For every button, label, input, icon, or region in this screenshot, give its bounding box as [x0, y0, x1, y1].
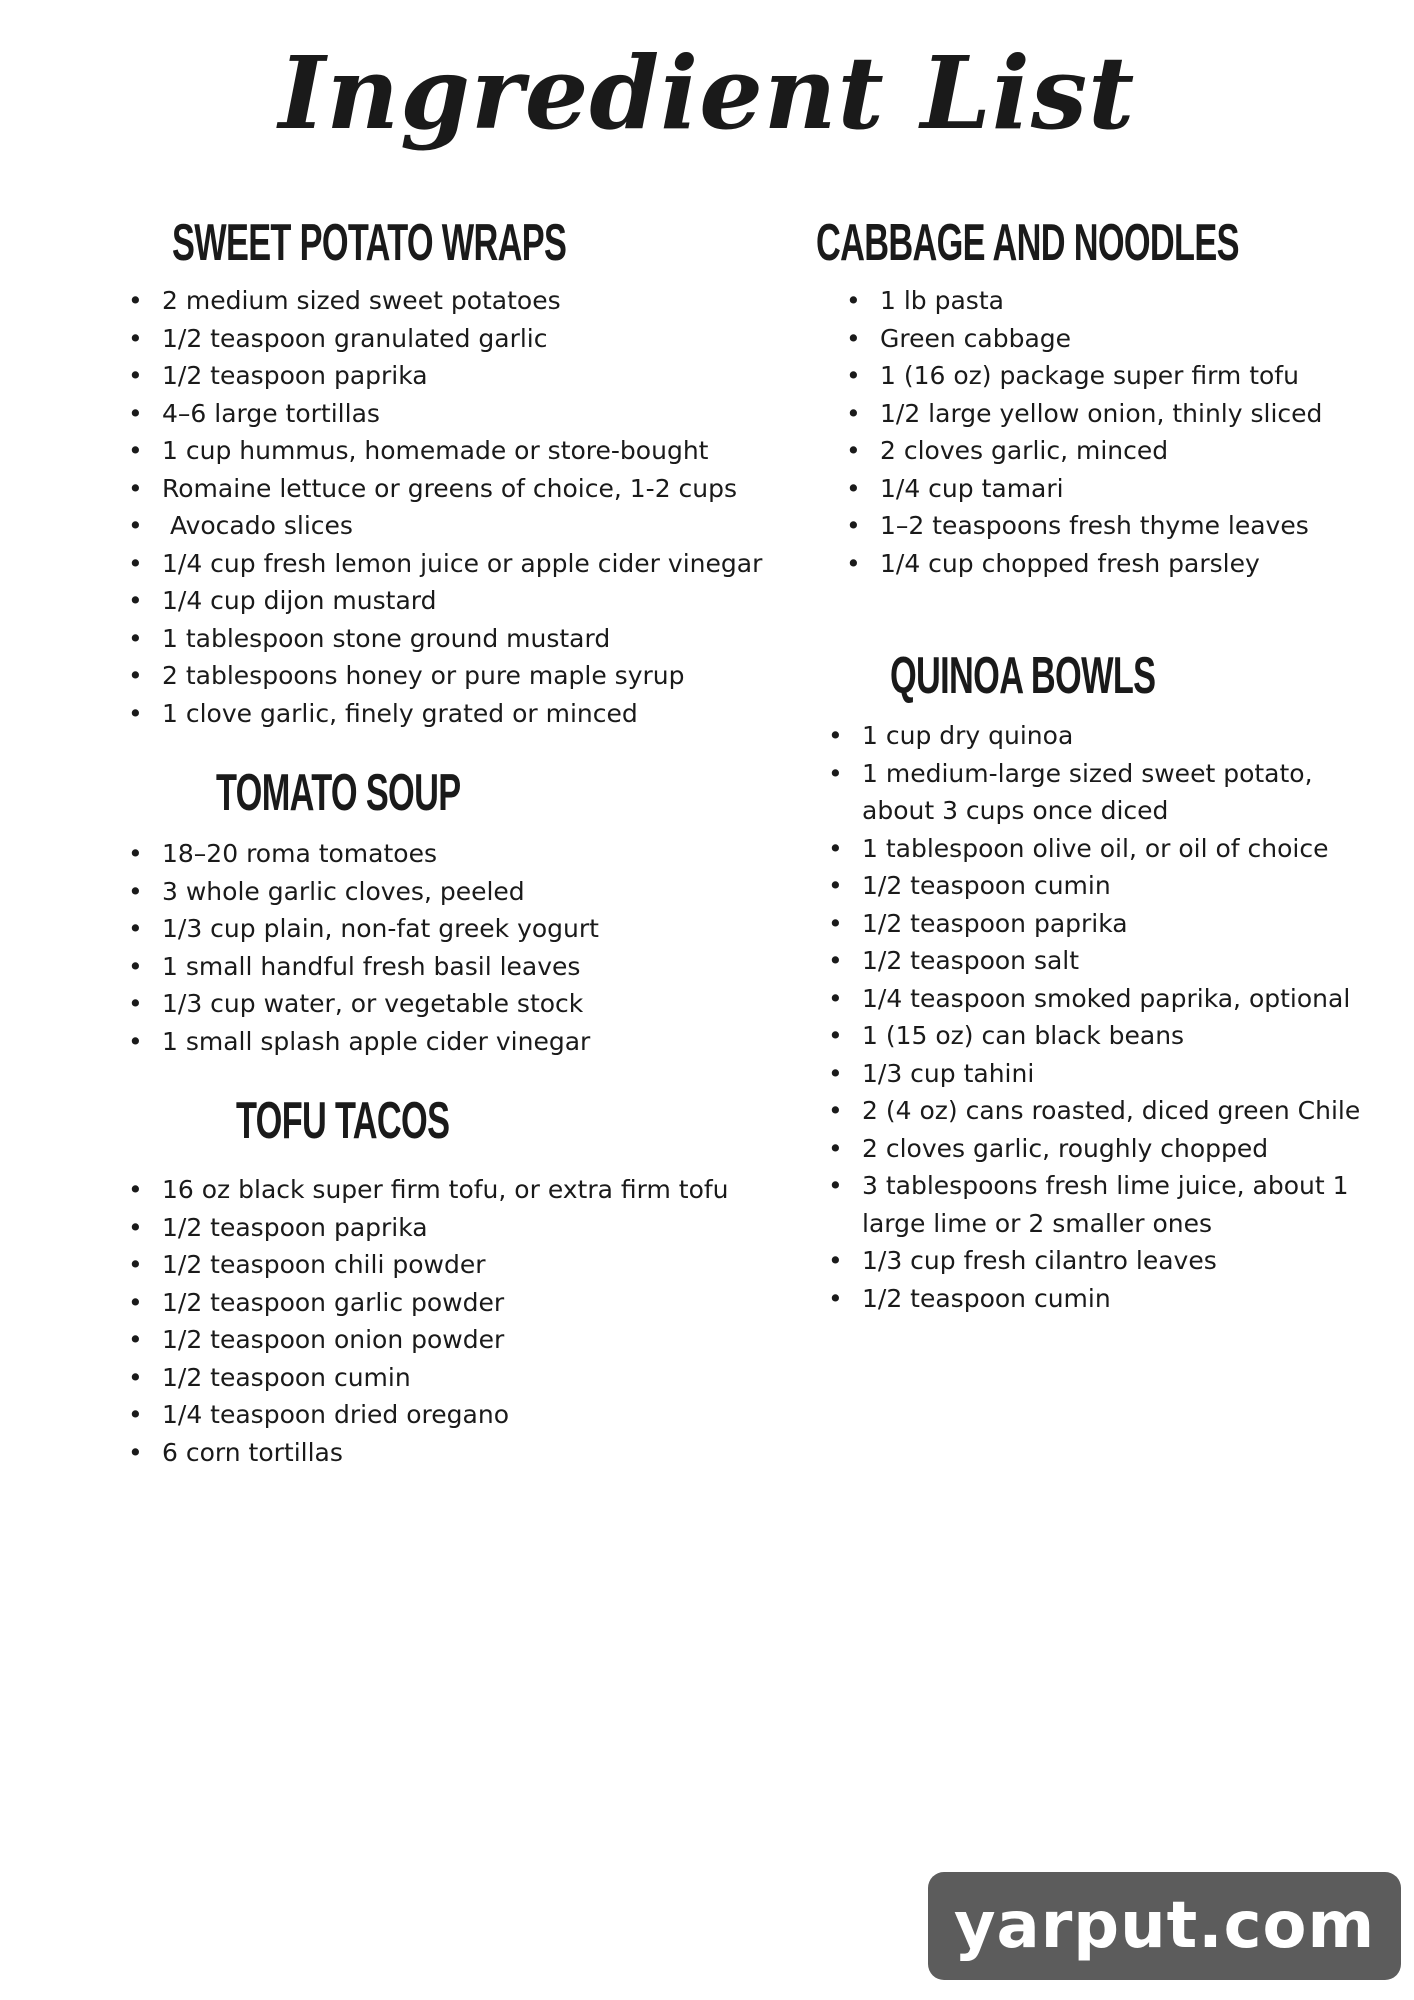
list-item: • 1 small handful fresh basil leaves [128, 948, 599, 986]
page-title: Ingredient List [278, 34, 1136, 152]
list-item: • 1/2 teaspoon cumin [128, 1359, 729, 1397]
list-item: • 3 tablespoons fresh lime juice, about 1 [828, 1167, 1360, 1205]
list-item: • 1/2 teaspoon cumin [828, 867, 1360, 905]
list-item: • 1/2 teaspoon garlic powder [128, 1284, 729, 1322]
watermark-logo: yarput.com [928, 1872, 1401, 1980]
list-item: • 1 cup dry quinoa [828, 717, 1360, 755]
ingredient-list-tomato-soup [128, 835, 599, 1060]
list-item: • 1 tablespoon olive oil, or oil of choice [828, 830, 1360, 868]
list-item: • 1/3 cup water, or vegetable stock [128, 985, 599, 1023]
list-item: • 4–6 large tortillas [128, 395, 762, 433]
list-item: • 2 medium sized sweet potatoes [128, 282, 762, 320]
list-item: • 1 (15 oz) can black beans [828, 1017, 1360, 1055]
list-item: • 16 oz black super firm tofu, or extra firm tofu [128, 1171, 729, 1209]
section-heading-cabbage-and-noodles: CABBAGE AND NOODLES [816, 214, 1239, 272]
list-item: • 1/4 cup tamari [846, 470, 1322, 508]
list-item: • 2 cloves garlic, roughly chopped [828, 1130, 1360, 1168]
list-item: • 1 small splash apple cider vinegar [128, 1023, 599, 1061]
list-item: • 1/4 cup fresh lemon juice or apple cider vinegar [128, 545, 762, 583]
list-item: • 1/3 cup tahini [828, 1055, 1360, 1093]
list-item: • 1/2 teaspoon granulated garlic [128, 320, 762, 358]
list-item: • 1/2 teaspoon onion powder [128, 1321, 729, 1359]
list-item: • 2 cloves garlic, minced [846, 432, 1322, 470]
list-item: • 18–20 roma tomatoes [128, 835, 599, 873]
list-item: • 1 lb pasta [846, 282, 1322, 320]
list-item-continuation: large lime or 2 smaller ones [862, 1208, 1212, 1238]
list-item: • 1/2 teaspoon salt [828, 942, 1360, 980]
list-item: • 1 clove garlic, finely grated or minced [128, 695, 762, 733]
list-item: • 1/4 cup chopped fresh parsley [846, 545, 1322, 583]
list-item: • 1 cup hummus, homemade or store-bought [128, 432, 762, 470]
list-item: • Romaine lettuce or greens of choice, 1-2 cups [128, 470, 762, 508]
list-item: • 1/3 cup fresh cilantro leaves [828, 1242, 1360, 1280]
section-heading-quinoa-bowls: QUINOA BOWLS [890, 647, 1156, 705]
list-item: • 3 whole garlic cloves, peeled [128, 873, 599, 911]
list-item: • 1–2 teaspoons fresh thyme leaves [846, 507, 1322, 545]
ingredient-list-tofu-tacos [128, 1171, 729, 1471]
list-item: • 6 corn tortillas [128, 1434, 729, 1472]
list-item: • Avocado slices [128, 507, 762, 545]
list-item: • 2 (4 oz) cans roasted, diced green Chile [828, 1092, 1360, 1130]
list-item-continuation: about 3 cups once diced [862, 796, 1169, 825]
list-item: • 1/4 cup dijon mustard [128, 582, 762, 620]
list-item: • 1/3 cup plain, non-fat greek yogurt [128, 910, 599, 948]
list-item: • 1/4 teaspoon smoked paprika, optional [828, 980, 1360, 1018]
list-item: • 1 (16 oz) package super firm tofu [846, 357, 1322, 395]
list-item: • 1/4 teaspoon dried oregano [128, 1396, 729, 1434]
section-heading-sweet-potato-wraps: SWEET POTATO WRAPS [172, 214, 567, 272]
list-item: • 1/2 teaspoon paprika [128, 1209, 729, 1247]
list-item: • 1/2 large yellow onion, thinly sliced [846, 395, 1322, 433]
ingredient-list-sweet-potato-wraps [128, 282, 762, 732]
list-item: • Green cabbage [846, 320, 1322, 358]
list-item: • 1/2 teaspoon cumin [828, 1280, 1360, 1318]
list-item: • 1/2 teaspoon chili powder [128, 1246, 729, 1284]
list-item: • 2 tablespoons honey or pure maple syrup [128, 657, 762, 695]
list-item: • 1/2 teaspoon paprika [828, 905, 1360, 943]
ingredient-list-cabbage-and-noodles [846, 282, 1322, 582]
list-item: • 1 medium-large sized sweet potato, [828, 755, 1360, 793]
section-heading-tomato-soup: TOMATO SOUP [216, 764, 461, 822]
list-item: • 1 tablespoon stone ground mustard [128, 620, 762, 658]
list-item: • 1/2 teaspoon paprika [128, 357, 762, 395]
section-heading-tofu-tacos: TOFU TACOS [236, 1092, 450, 1150]
ingredient-list-quinoa-bowls [828, 717, 1360, 1317]
